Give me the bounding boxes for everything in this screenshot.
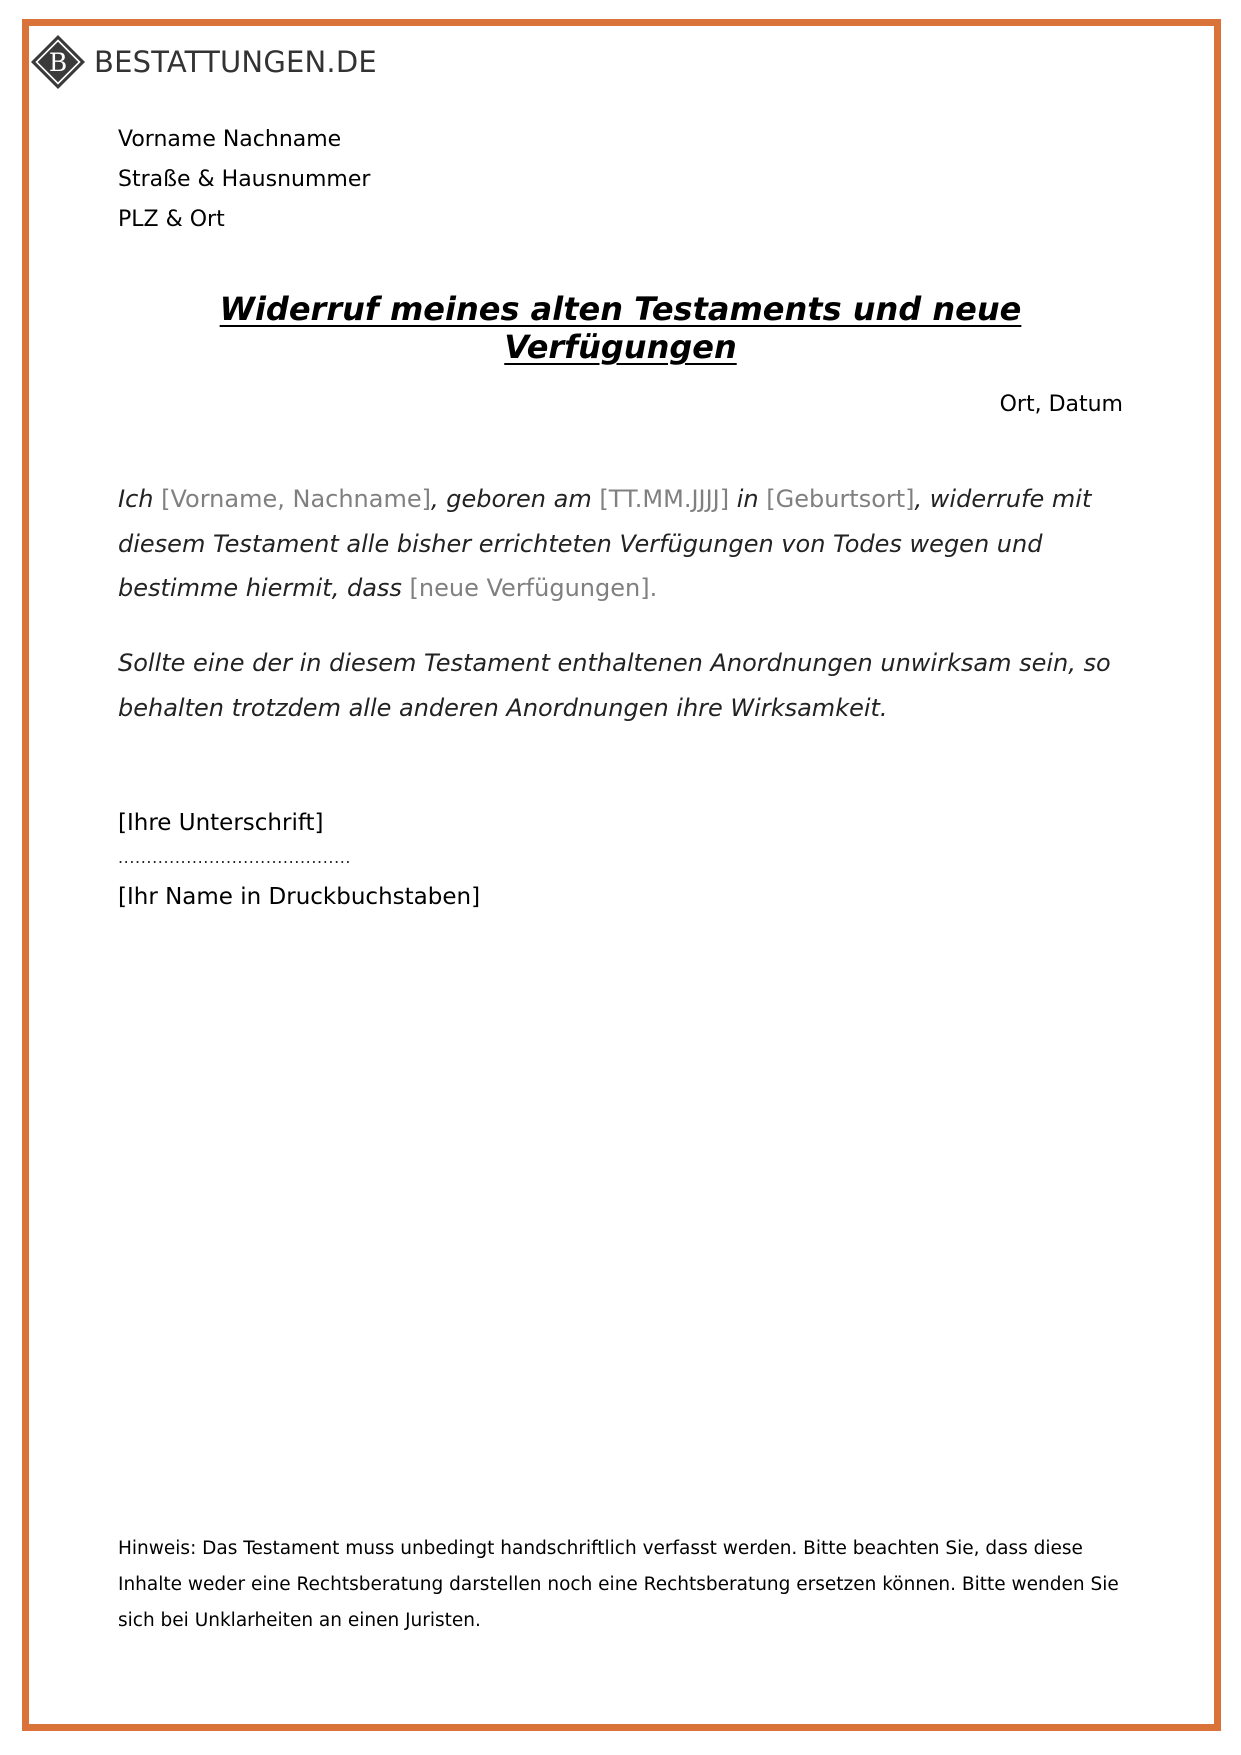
placeholder-name: [Vorname, Nachname] [161,485,431,513]
paragraph-period: . [649,574,658,602]
orange-page-border [22,19,1221,1731]
placeholder-new-dispositions: [neue Verfügungen] [409,574,650,602]
severability-paragraph: Sollte eine der in diesem Testament enthaltenen Anordnungen unwirksam sein, so behalten trotzdem alle anderen Anordnungen ihre Wirksamkeit. [118,649,1111,722]
paragraph-text: Ich [118,485,162,513]
signature-line: ......................................... [118,848,352,867]
sender-street: Straße & Hausnummer [118,167,371,192]
sender-name: Vorname Nachname [118,127,342,152]
placeholder-birthplace: [Geburtsort] [766,485,915,513]
printed-name-label: [Ihr Name in Druckbuchstaben] [118,884,481,910]
paragraph-text: in [729,485,767,513]
paragraph-text: , widerrufe mit diesem Testament alle bisher errichteten Verfügungen von Todes wegen und bestimme hiermit, dass [118,485,1092,602]
diamond-b-logo-icon [30,34,86,90]
revocation-paragraph [118,477,1128,611]
sender-address-block [118,120,370,240]
place-date: Ort, Datum [999,392,1123,417]
brand-logo [30,31,377,93]
document-title: Widerruf meines alten Testaments und neue Verfügungen [219,290,1022,366]
brand-name: BESTATTUNGEN.DE [94,45,377,79]
logo-letter: B [48,48,68,77]
paragraph-text: , geboren am [430,485,600,513]
signature-label: [Ihre Unterschrift] [118,810,324,836]
placeholder-birthdate: [TT.MM.JJJJ] [599,485,730,513]
disclaimer-note: Hinweis: Das Testament muss unbedingt handschriftlich verfasst werden. Bitte beachten Sie, dass diese Inhalte weder eine Rechtsberatung darstellen noch eine Rechtsberatung ersetzen können. Bitte wenden Sie sich bei Unklarheiten an einen Juristen. [118,1538,1119,1631]
sender-city: PLZ & Ort [118,207,225,232]
